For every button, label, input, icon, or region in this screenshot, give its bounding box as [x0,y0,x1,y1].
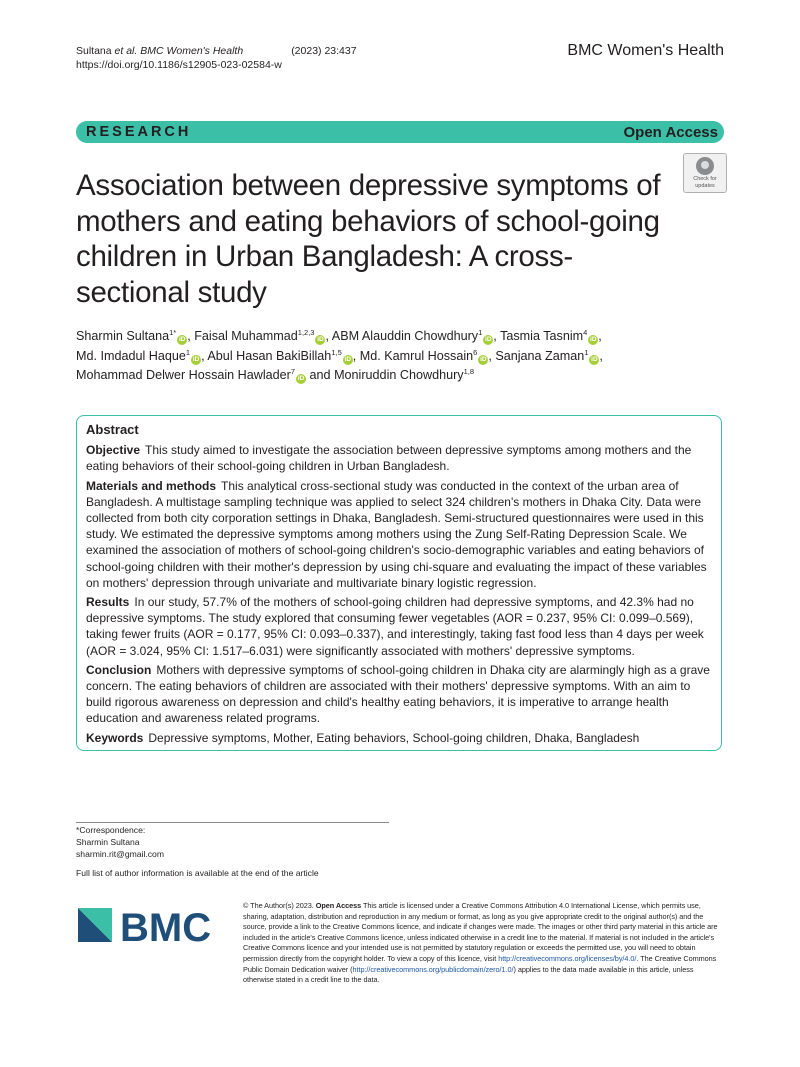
waiver-link[interactable]: http://creativecommons.org/publicdomain/zero/1.0/ [352,964,514,974]
license-text: © The Author(s) 2023. Open Access This article is licensed under a Creative Commons Attribution 4.0 International License, which permits use, sharing, adaptation, distribution and reproduction in any medium or format, as long as you give appropriate credit to the original author(s) and the source, provide a link to the Creative Commons licence, and indicate if changes were made. The images or other third party material in this article are included in the article's Creative Commons licence, unless indicated otherwise in a credit line to the material. If material is not included in the article's Creative Commons licence and your intended use is not permitted by statutory regulation or exceeds the permitted use, you will need to obtain permission directly from the copyright holder. To view a copy of this licence, visit http://creativecommons.org/licenses/by/4.0/. The Creative Commons Public Domain Dedication waiver (http://creativecommons.org/publicdomain/zero/1.0/) applies to the data made available in this article, unless otherwise stated in a credit line to the data. [243,901,718,985]
author-9[interactable]: Moniruddin Chowdhury$^{1,8}$ [334,366,475,382]
check-updates-line1: Check for [693,176,717,182]
abstract-results: Results In our study, 57.7% of the mothers of school-going children had depressive symptoms, and 42.3% had no depressive symptoms. The study explored that consuming fewer vegetables (AOR = 0.237, 95% CI: 0.099–0.569), taking fewer fruits (AOR = 0.177, 95% CI: 0.093–0.337), and interestingly, taking fast food less than 4 days per week (AOR = 3.024, 95% CI: 1.517–6.031) were significantly associated with mothers' depressive symptoms. [86,595,704,658]
crossmark-icon [696,157,714,175]
bmc-logo [78,905,228,945]
orcid-icon[interactable]: iD [317,336,324,343]
orcid-icon[interactable]: iD [297,375,305,382]
correspondence: *Correspondence: Sharmin Sultana sharmin.rit@gmail.com [76,825,164,860]
abstract-keywords: Keywords Depressive symptoms, Mother, Eating behaviors, School-going children, Dhaka, Bangladesh [86,730,640,745]
citation-line: Sultana et al. BMC Women's Health (2023) 23:437 [76,45,357,57]
open-access-label: Open Access [623,123,718,141]
author-6[interactable]: Md. Kamrul Hossain$^6$iD [359,347,487,363]
author-1[interactable]: Faisal Muhammad$^{1,2,3}$iD [194,327,324,343]
orcid-icon[interactable]: iD [485,336,492,343]
author-4[interactable]: Md. Imdadul Haque$^1$iD [76,347,200,363]
orcid-icon[interactable]: iD [590,336,597,343]
article-title: Association between depressive symptoms of mothers and eating behaviors of school-going children in Urban Bangladesh: A cross-sectional study [76,169,661,309]
orcid-icon[interactable]: iD [344,355,352,363]
check-for-updates-badge[interactable] [683,153,727,193]
running-header [76,44,357,72]
check-updates-line2: updates [695,183,715,189]
author-list: Sharmin Sultana$^{1*}$iD , Faisal Muhammad$^{1,2,3}$iD , ABM Alauddin Chowdhury$^1$iD , Tasmia Tasnim$^4$iD , Md. Imdadul Haque$^1$iD , Abul Hasan BakiBillah$^{1,5}$iD , Md. Kamrul Hossain$^6$iD , Sanjana Zaman$^1$iD , Mohammad Delwer Hossain Hawlader$^7$iD and Moniruddin Chowdhury$^{1,8}$ [76,327,603,382]
author-3[interactable]: Tasmia Tasnim$^4$iD [500,327,597,343]
abstract-box [76,415,722,751]
orcid-icon[interactable]: iD [480,355,487,363]
year-volume: (2023) 23:437 [291,45,357,57]
footnote-divider [76,822,389,823]
author-7[interactable]: Sanjana Zaman$^1$iD [495,347,598,363]
author-info-note: Full list of author information is available at the end of the article [76,868,319,878]
abstract-objective: Objective This study aimed to investigate the association between depressive symptoms among mothers and the eating behaviors of their school-going children in Urban Bangladesh. [86,443,692,474]
license-link[interactable]: http://creativecommons.org/licenses/by/4.0/ [498,953,637,963]
author-8[interactable]: Mohammad Delwer Hossain Hawlader$^7$iD [76,366,305,382]
doi-link[interactable]: https://doi.org/10.1186/s12905-023-02584-w [76,59,282,71]
orcid-icon[interactable]: iD [192,355,200,363]
section-banner [76,121,724,143]
author-5[interactable]: Abul Hasan BakiBillah$^{1,5}$iD [207,347,352,363]
orcid-icon[interactable]: iD [178,336,186,343]
journal-name: BMC Women's Health [567,42,724,59]
logo-text: BMC [120,906,212,945]
abstract-heading: Abstract [86,422,139,437]
correspondence-email[interactable]: sharmin.rit@gmail.com [76,849,164,860]
section-label: RESEARCH [86,124,192,140]
abstract-methods: Materials and methods This analytical cross-sectional study was conducted in the context of the urban area of Bangladesh. A multistage sampling technique was applied to select 324 children's mothers in Dhaka City. Data were collected from both city corporation settings in Dhaka, Bangladesh. Semi-structured questionnaires were used in this study. We estimated the depressive symptoms among mothers using the Zung Self-Rating Depression Scale. We examined the association of mothers of school-going children's socio-demographic variables and eating behaviors of school-going children with their mother's depression by using chi-square and evaluating the impact of these variables on mothers' depression through univariate and multivariate binary logistic regression. [86,478,707,590]
author-2[interactable]: ABM Alauddin Chowdhury$^1$iD [331,327,492,343]
journal-citation: et al. BMC Women's Health [114,45,244,57]
orcid-icon[interactable]: iD [591,355,598,363]
abstract-conclusion: Conclusion Mothers with depressive symptoms of school-going children in Dhaka city are alarmingly high as a grave concern. The eating behaviors of children are associated with their mothers' depressive symptoms. With an aim to build rigorous awareness on depression and child's healthy eating behaviors, it is imperative to arrange health education and awareness related programs. [86,662,710,726]
author-0[interactable]: Sharmin Sultana$^{1*}$iD [76,327,186,343]
